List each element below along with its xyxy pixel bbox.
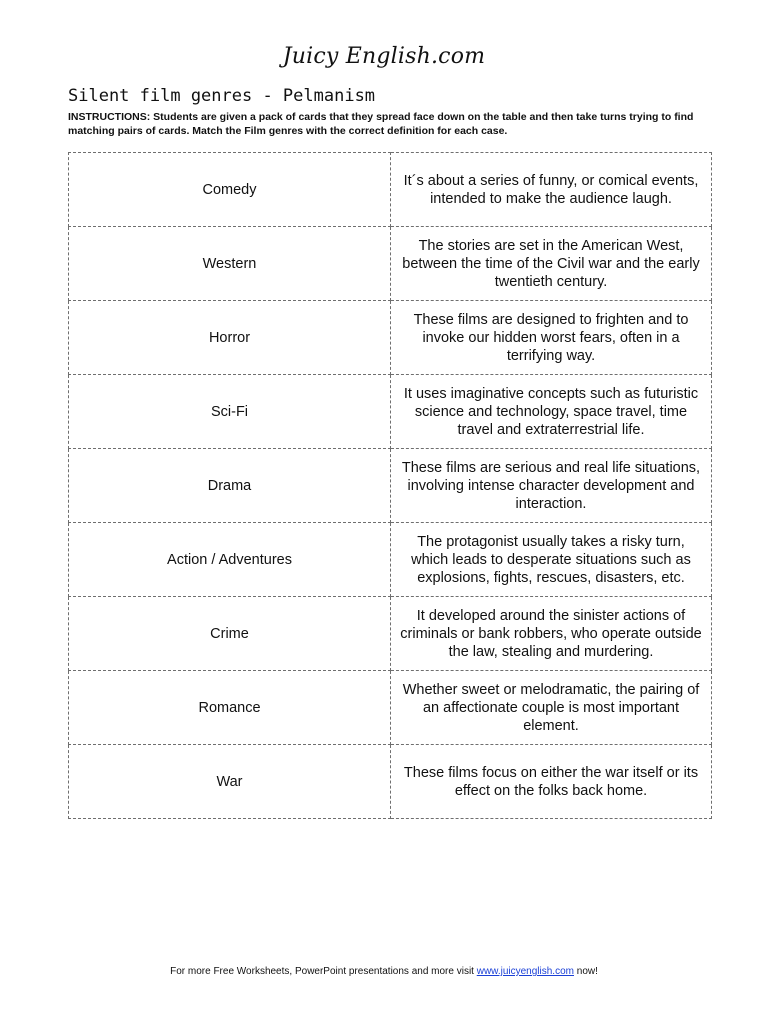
card-row <box>69 745 712 819</box>
definition-card: It uses imaginative concepts such as futuristic science and technology, space travel, time travel and extraterrestrial life. <box>391 375 712 449</box>
genre-card: Sci-Fi <box>69 375 391 449</box>
card-row <box>69 597 712 671</box>
footer-text-after: now! <box>573 966 598 977</box>
website-link[interactable]: www.juicyenglish.com <box>476 966 574 977</box>
definition-card: The protagonist usually takes a risky turn, which leads to desperate situations such as explosions, fights, rescues, disasters, etc. <box>391 523 712 597</box>
card-row <box>69 671 712 745</box>
instructions <box>68 110 716 138</box>
footer-text-before: For more Free Worksheets, PowerPoint presentations and more visit <box>170 966 477 977</box>
cards-table <box>68 152 712 819</box>
definition-card: Whether sweet or melodramatic, the pairing of an affectionate couple is most important element. <box>391 671 712 745</box>
footer <box>0 966 768 977</box>
definition-card: These films are designed to frighten and to invoke our hidden worst fears, often in a terrifying way. <box>391 301 712 375</box>
genre-card: Comedy <box>69 153 391 227</box>
definition-card: These films are serious and real life situations, involving intense character development and interaction. <box>391 449 712 523</box>
genre-card: War <box>69 745 391 819</box>
definition-card: It developed around the sinister actions of criminals or bank robbers, who operate outside the law, stealing and murdering. <box>391 597 712 671</box>
genre-card: Drama <box>69 449 391 523</box>
instructions-text: Students are given a pack of cards that they spread face down on the table and then take turns trying to find matching pairs of cards. Match the Film genres with the correct definition for each case. <box>68 111 694 137</box>
definition-card: The stories are set in the American West, between the time of the Civil war and the early twentieth century. <box>391 227 712 301</box>
card-row <box>69 153 712 227</box>
card-row <box>69 375 712 449</box>
card-row <box>69 449 712 523</box>
genre-card: Western <box>69 227 391 301</box>
card-row <box>69 227 712 301</box>
genre-card: Romance <box>69 671 391 745</box>
card-row <box>69 301 712 375</box>
definition-card: It´s about a series of funny, or comical events, intended to make the audience laugh. <box>391 153 712 227</box>
card-row <box>69 523 712 597</box>
definition-card: These films focus on either the war itself or its effect on the folks back home. <box>391 745 712 819</box>
instructions-lead: INSTRUCTIONS: <box>68 111 151 123</box>
brand-logo-text: Juicy English.com <box>282 44 486 69</box>
genre-card: Crime <box>69 597 391 671</box>
genre-card: Action / Adventures <box>69 523 391 597</box>
genre-card: Horror <box>69 301 391 375</box>
page-title: Silent film genres - Pelmanism <box>68 86 376 106</box>
